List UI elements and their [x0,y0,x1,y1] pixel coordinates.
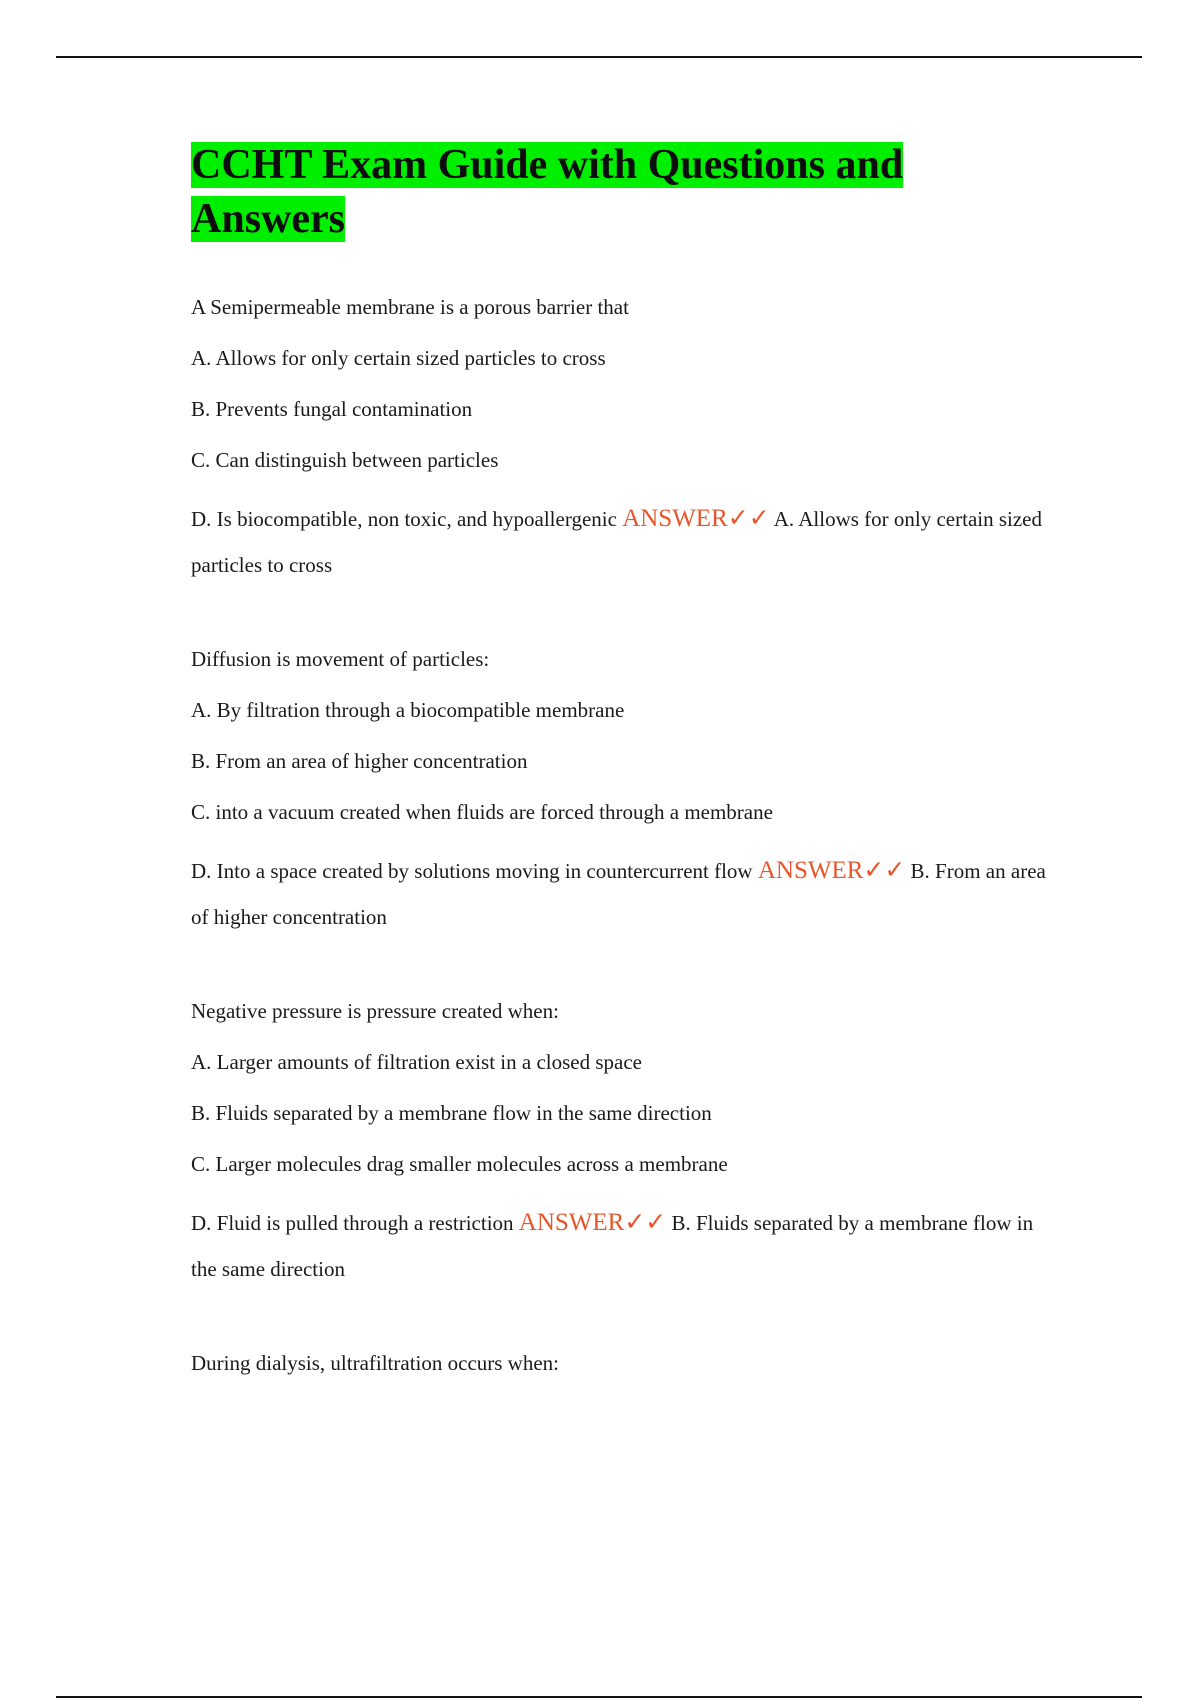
answer-tag: ANSWER✓✓ [518,1209,667,1236]
option-b: B. From an area of higher concentration [191,749,528,773]
top-rule [56,56,1142,58]
option-c: C. Can distinguish between particles [191,448,499,472]
option-a: A. By filtration through a biocompatible membrane [191,698,625,722]
question-block [191,996,1051,1292]
option-d: D. Is biocompatible, non toxic, and hypoallergenic [191,507,617,531]
answer-tag: ANSWER✓✓ [622,505,770,532]
document-title [191,138,1051,246]
option-c: C. into a vacuum created when fluids are forced through a membrane [191,800,773,824]
option-d: D. Into a space created by solutions moving in countercurrent flow [191,859,753,883]
answer-tag: ANSWER✓✓ [757,857,906,884]
option-d-with-answer [191,496,1051,588]
question-stem: A Semipermeable membrane is a porous barrier that [191,295,629,319]
question-block [191,644,1051,940]
bottom-rule [56,1696,1142,1698]
option-d-with-answer [191,1200,1051,1292]
question-block [191,1348,1051,1378]
answer-text: A. Allows for only certain sized particles to cross [191,507,1043,577]
answer-text: B. Fluids separated by a membrane flow in the same direction [191,1211,1034,1281]
question-stem: During dialysis, ultrafiltration occurs when: [191,1351,560,1375]
option-a: A. Allows for only certain sized particles to cross [191,346,606,370]
option-b: B. Prevents fungal contamination [191,397,473,421]
question-stem: Negative pressure is pressure created when: [191,999,559,1023]
option-a: A. Larger amounts of filtration exist in a closed space [191,1050,642,1074]
option-d-with-answer [191,848,1051,940]
option-d: D. Fluid is pulled through a restriction [191,1211,514,1235]
option-c: C. Larger molecules drag smaller molecules across a membrane [191,1152,728,1176]
question-stem: Diffusion is movement of particles: [191,647,490,671]
question-block [191,292,1051,588]
answer-text: B. From an area of higher concentration [191,859,1046,929]
title-highlight: CCHT Exam Guide with Questions and Answers [191,142,904,242]
document-body [191,138,1051,1399]
option-b: B. Fluids separated by a membrane flow in the same direction [191,1101,712,1125]
